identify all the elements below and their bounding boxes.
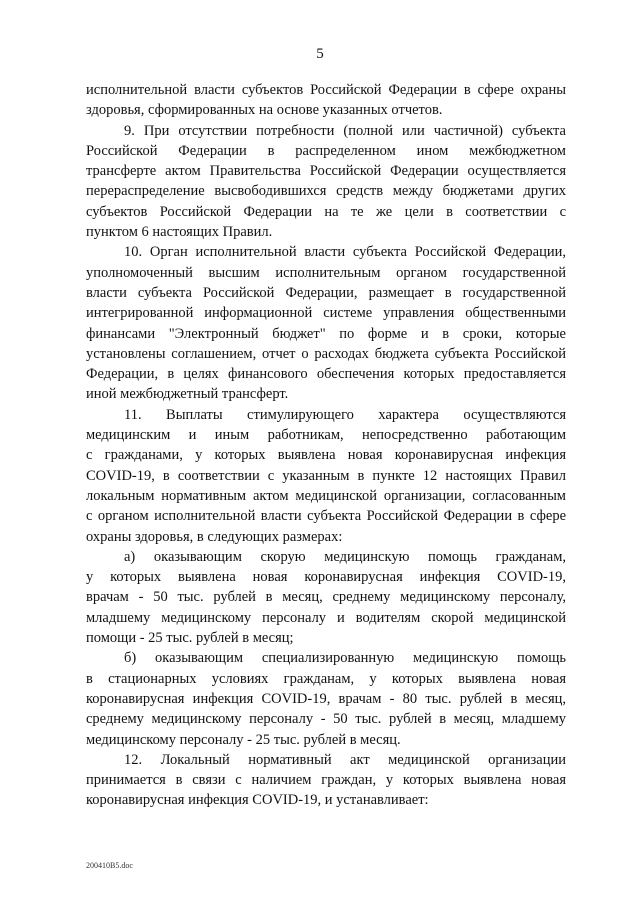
text-line: а) оказывающим скорую медицинскую помощь гражданам,: [124, 548, 566, 565]
paragraph: [86, 242, 566, 404]
text-line: 10. Орган исполнительной власти субъекта Российской Федерации,: [124, 244, 566, 261]
text-line: перераспределение высвободившихся средств между бюджетами других: [86, 183, 566, 200]
paragraph: [86, 648, 566, 749]
paragraph: [86, 405, 566, 547]
text-line: субъектов Российской Федерации на те же цели в соответствии с: [86, 203, 566, 220]
text-line: помощи - 25 тыс. рублей в месяц;: [86, 630, 294, 647]
text-line: у которых выявлена новая коронавирусная инфекция COVID-19,: [86, 569, 566, 586]
text-line: принимается в связи с наличием граждан, у которых выявлена новая: [86, 772, 566, 789]
text-line: среднему медицинскому персоналу - 50 тыс. рублей в месяц, младшему: [86, 711, 566, 728]
text-line: в стационарных условиях гражданам, у которых выявлена новая: [86, 670, 566, 687]
text-line: 9. При отсутствии потребности (полной или частичной) субъекта: [124, 122, 566, 139]
text-line: Российской Федерации в распределенном ином межбюджетном: [86, 142, 566, 159]
text-line: коронавирусная инфекция COVID-19, врачам - 80 тыс. рублей в месяц,: [86, 690, 566, 707]
paragraph: [86, 547, 566, 648]
text-line: интегрированной информационной системе управления общественными: [86, 305, 566, 322]
text-line: медицинским и иным работникам, непосредственно работающим: [86, 427, 566, 444]
text-line: пунктом 6 настоящих Правил.: [86, 224, 273, 241]
text-line: с органом исполнительной власти субъекта Российской Федерации в сфере: [86, 508, 566, 525]
text-line: трансферте актом Правительства Российской Федерации осуществляется: [86, 163, 566, 180]
file-footer: 200410В5.doc: [86, 861, 133, 870]
text-line: локальным нормативным актом медицинской организации, согласованным: [86, 487, 566, 504]
text-line: медицинскому персоналу - 25 тыс. рублей в месяц.: [86, 731, 401, 748]
document-body: [86, 80, 566, 811]
text-line: Федерации, в целях финансового обеспечения которых предоставляется: [86, 366, 566, 383]
text-line: врачам - 50 тыс. рублей в месяц, среднему медицинскому персоналу,: [86, 589, 566, 606]
paragraph: [86, 750, 566, 811]
text-line: исполнительной власти субъектов Российской Федерации в сфере охраны: [86, 82, 566, 98]
text-line: иной межбюджетный трансферт.: [86, 386, 289, 403]
page-number: 5: [316, 46, 324, 62]
text-line: COVID-19, в соответствии с указанным в пункте 12 настоящих Правил: [86, 467, 566, 484]
text-line: охраны здоровья, в следующих размерах:: [86, 528, 343, 545]
paragraph: [86, 121, 566, 243]
text-line: младшему медицинскому персоналу и водителям скорой медицинской: [86, 609, 566, 626]
paragraph: [86, 80, 566, 121]
text-line: установлены соглашением, отчет о расходах бюджета субъекта Российской: [86, 345, 566, 362]
text-line: здоровья, сформированных на основе указанных отчетов.: [86, 102, 443, 119]
text-line: финансами "Электронный бюджет" по форме и в сроки, которые: [86, 325, 566, 342]
text-line: 12. Локальный нормативный акт медицинской организации: [124, 751, 566, 768]
text-line: власти субъекта Российской Федерации, размещает в государственной: [86, 284, 566, 301]
text-line: уполномоченный высшим исполнительным органом государственной: [86, 264, 566, 281]
text-line: с гражданами, у которых выявлена новая коронавирусная инфекция: [86, 447, 566, 464]
text-line: коронавирусная инфекция COVID-19, и устанавливает:: [86, 792, 429, 809]
text-line: б) оказывающим специализированную медицинскую помощь: [124, 650, 566, 667]
text-line: 11. Выплаты стимулирующего характера осуществляются: [124, 406, 566, 423]
